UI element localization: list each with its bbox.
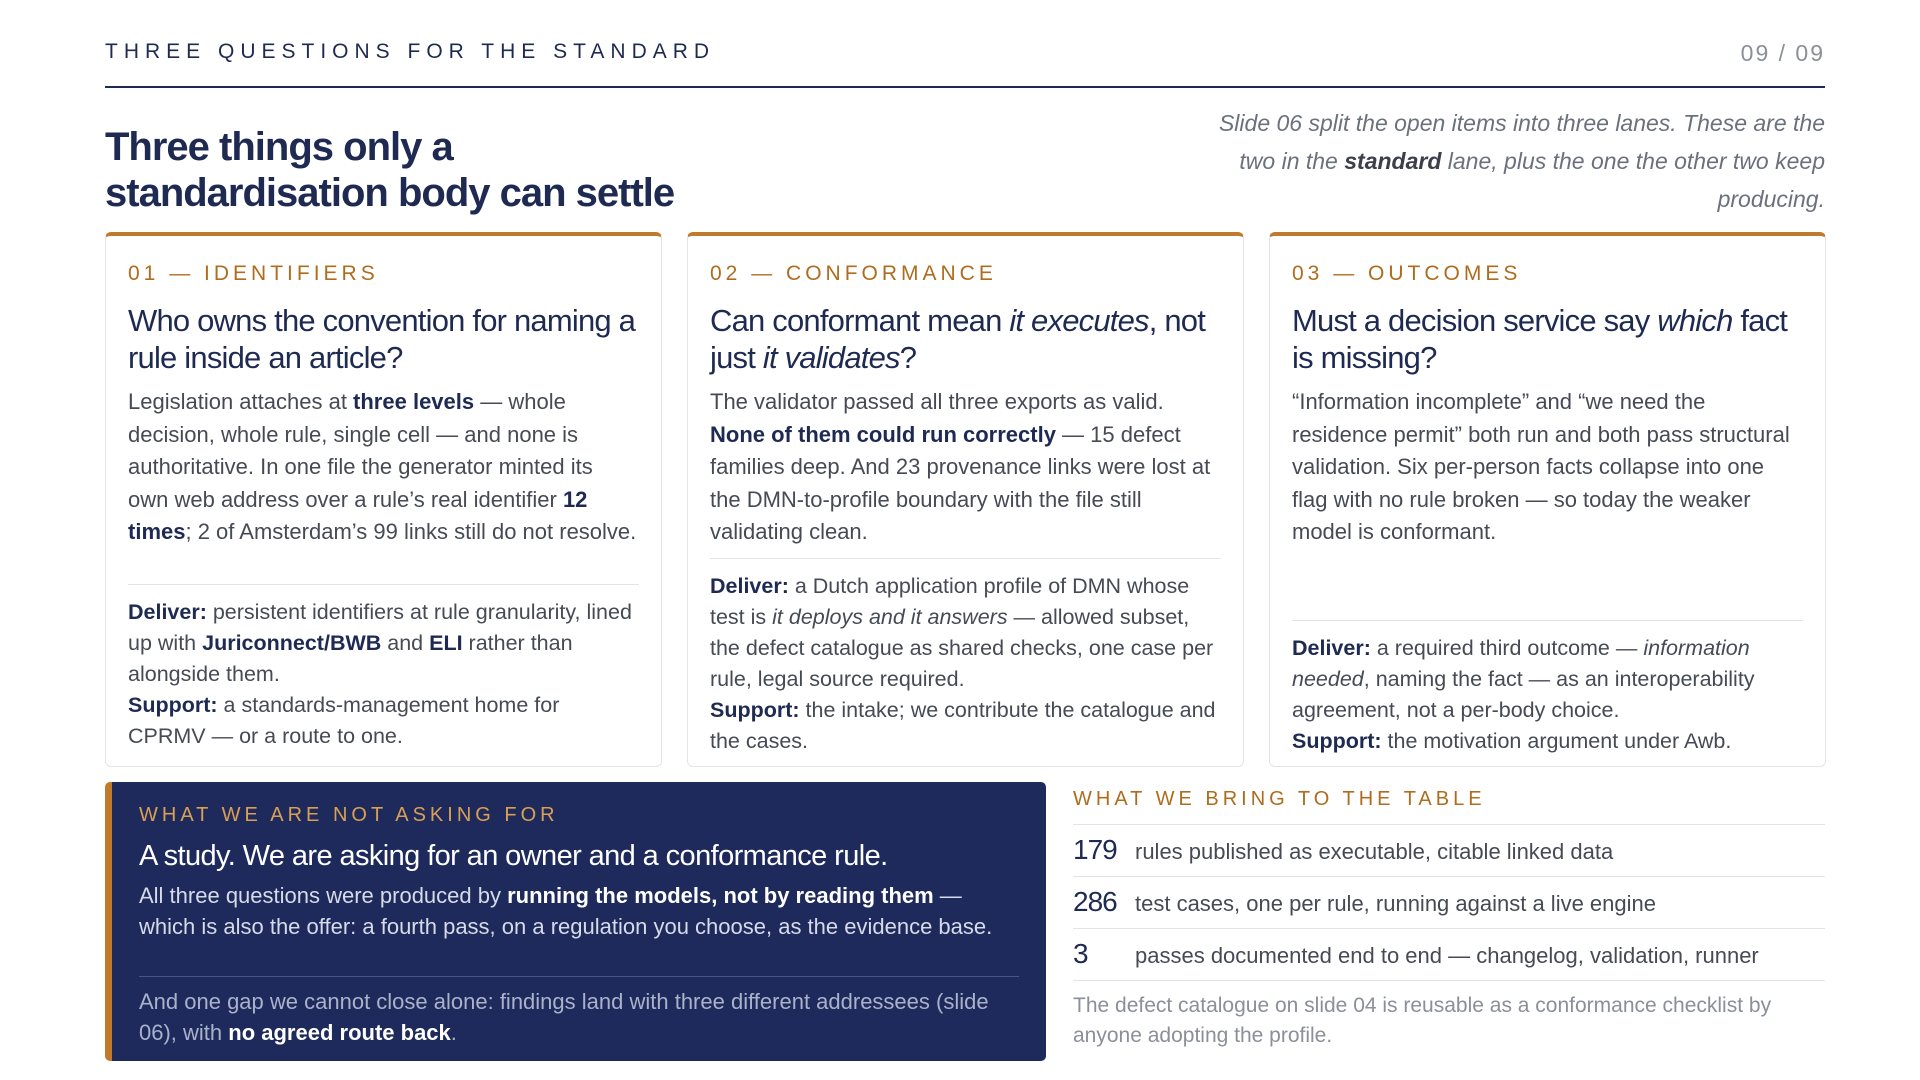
bring-label: WHAT WE BRING TO THE TABLE	[1073, 782, 1825, 825]
bring-row	[1073, 825, 1825, 877]
deliver-italic: information needed	[1292, 636, 1750, 691]
bring-text: passes documented end to end — changelog, validation, runner	[1135, 943, 1759, 968]
bring-number: 286	[1073, 886, 1117, 917]
intro-part-1: Slide 06 split the open items into three lanes. These are the two in the	[1218, 110, 1825, 174]
bring-row	[1073, 877, 1825, 929]
deliver-text: and	[381, 631, 430, 655]
card-deliver	[128, 584, 639, 752]
body-bold: three levels	[353, 389, 475, 414]
card-outcomes	[1269, 232, 1826, 767]
card-question: Who owns the convention for naming a rule inside an article?	[128, 303, 636, 375]
question-text: ?	[899, 340, 917, 375]
question-italic: which	[1657, 303, 1733, 338]
card-identifiers	[105, 232, 662, 767]
card-conformance	[687, 232, 1244, 767]
bring-number: 179	[1073, 834, 1117, 865]
not-asking-panel	[105, 782, 1046, 1061]
card-body: “Information incomplete” and “we need the residence permit” both run and both pass structural validation. Six per-person facts collapse into one flag with no rule broken — so today the weaker model is conformant.	[1292, 389, 1790, 544]
body-bold: None of them could run correctly	[710, 421, 1056, 447]
deliver-text: — allowed subset, the defect catalogue as shared checks, one case per rule, legal source required.	[710, 605, 1214, 691]
question-text: Can conformant mean	[710, 303, 1010, 338]
body-text: — whole decision, whole rule, single cell — and none is authoritative. In one file the generator minted its own web address over a rule’s real identifier	[128, 389, 593, 512]
deliver-label: Deliver:	[710, 574, 789, 598]
support-text: a standards-management home for CPRMV — or a route to one.	[128, 693, 560, 748]
bring-number: 3	[1073, 938, 1088, 969]
card-body	[710, 386, 1221, 549]
question-italic: it validates	[762, 340, 900, 375]
card-label: 03 — OUTCOMES	[1292, 262, 1522, 285]
card-deliver	[1292, 620, 1803, 757]
page-number: 09 / 09	[1740, 40, 1825, 66]
bring-note: The defect catalogue on slide 04 is reusable as a conformance checklist by anyone adopting the profile.	[1073, 994, 1772, 1047]
deliver-label: Deliver:	[128, 600, 207, 624]
card-question	[1292, 302, 1803, 376]
intro-part-2: lane, plus the one the other two keep producing.	[1441, 148, 1825, 212]
bring-text: rules published as executable, citable linked data	[1135, 839, 1614, 864]
panel-label: WHAT WE ARE NOT ASKING FOR	[139, 804, 559, 826]
question-text: fact is missing?	[1292, 303, 1788, 375]
deliver-text: a Dutch application profile of DMN whose test is	[710, 574, 1190, 629]
support-label: Support:	[710, 698, 800, 722]
body-text: — 15 defect families deep. And 23 provenance links were lost at the DMN-to-profile boundary with the file still validating clean.	[710, 421, 1211, 544]
bring-row	[1073, 929, 1825, 981]
support-text: the intake; we contribute the catalogue and the cases.	[710, 698, 1216, 753]
body-bold: 12 times	[128, 486, 588, 544]
para-text: All three questions were produced by	[139, 883, 508, 908]
slide-title	[105, 124, 674, 216]
intro-text	[1185, 104, 1825, 218]
para-text: And one gap we cannot close alone: findings land with three different addressees (slide 06), with	[139, 989, 989, 1045]
para-text: — which is also the offer: a fourth pass, on a regulation you choose, as the evidence base.	[139, 883, 993, 939]
title-line-1: Three things only a	[105, 125, 453, 169]
deliver-bold: ELI	[429, 631, 463, 655]
body-text: The validator passed all three exports as valid.	[710, 389, 1164, 414]
panel-divider	[139, 976, 1019, 977]
deliver-text: , naming the fact — as an interoperability agreement, not a per-body choice.	[1292, 667, 1755, 722]
support-label: Support:	[128, 693, 218, 717]
support-text: the motivation argument under Awb.	[1381, 729, 1732, 753]
card-label: 02 — CONFORMANCE	[710, 262, 997, 285]
deliver-label: Deliver:	[1292, 636, 1371, 660]
slide-kicker: THREE QUESTIONS FOR THE STANDARD	[105, 40, 716, 63]
card-label: 01 — IDENTIFIERS	[128, 262, 379, 285]
bring-section	[1073, 782, 1825, 1051]
panel-paragraph-1	[139, 880, 999, 942]
question-italic: it executes	[1009, 303, 1149, 338]
deliver-text: a required third outcome —	[1370, 636, 1644, 660]
card-body	[128, 386, 639, 549]
support-label: Support:	[1292, 729, 1382, 753]
question-text: Must a decision service say	[1292, 303, 1658, 338]
deliver-italic: it deploys and it answers	[772, 605, 1008, 629]
title-line-2: standardisation body can settle	[105, 171, 675, 215]
body-text: Legislation attaches at	[128, 389, 354, 414]
deliver-bold: Juriconnect/BWB	[202, 631, 382, 655]
card-deliver	[710, 558, 1221, 757]
para-bold: no agreed route back	[228, 1020, 451, 1045]
deliver-text: rather than alongside them.	[128, 631, 573, 686]
para-bold: running the models, not by reading them	[507, 883, 934, 908]
para-text: .	[450, 1020, 457, 1045]
body-text: ; 2 of Amsterdam’s 99 links still do not resolve.	[185, 519, 637, 544]
panel-headline: A study. We are asking for an owner and a conformance rule.	[139, 840, 888, 872]
intro-bold: standard	[1344, 148, 1442, 174]
bring-text: test cases, one per rule, running against a live engine	[1135, 891, 1656, 916]
card-question	[710, 302, 1221, 376]
slide-header	[105, 36, 1825, 88]
question-text: , not just	[710, 303, 1206, 375]
panel-paragraph-2	[139, 986, 1019, 1048]
deliver-text: persistent identifiers at rule granularity, lined up with	[128, 600, 632, 655]
